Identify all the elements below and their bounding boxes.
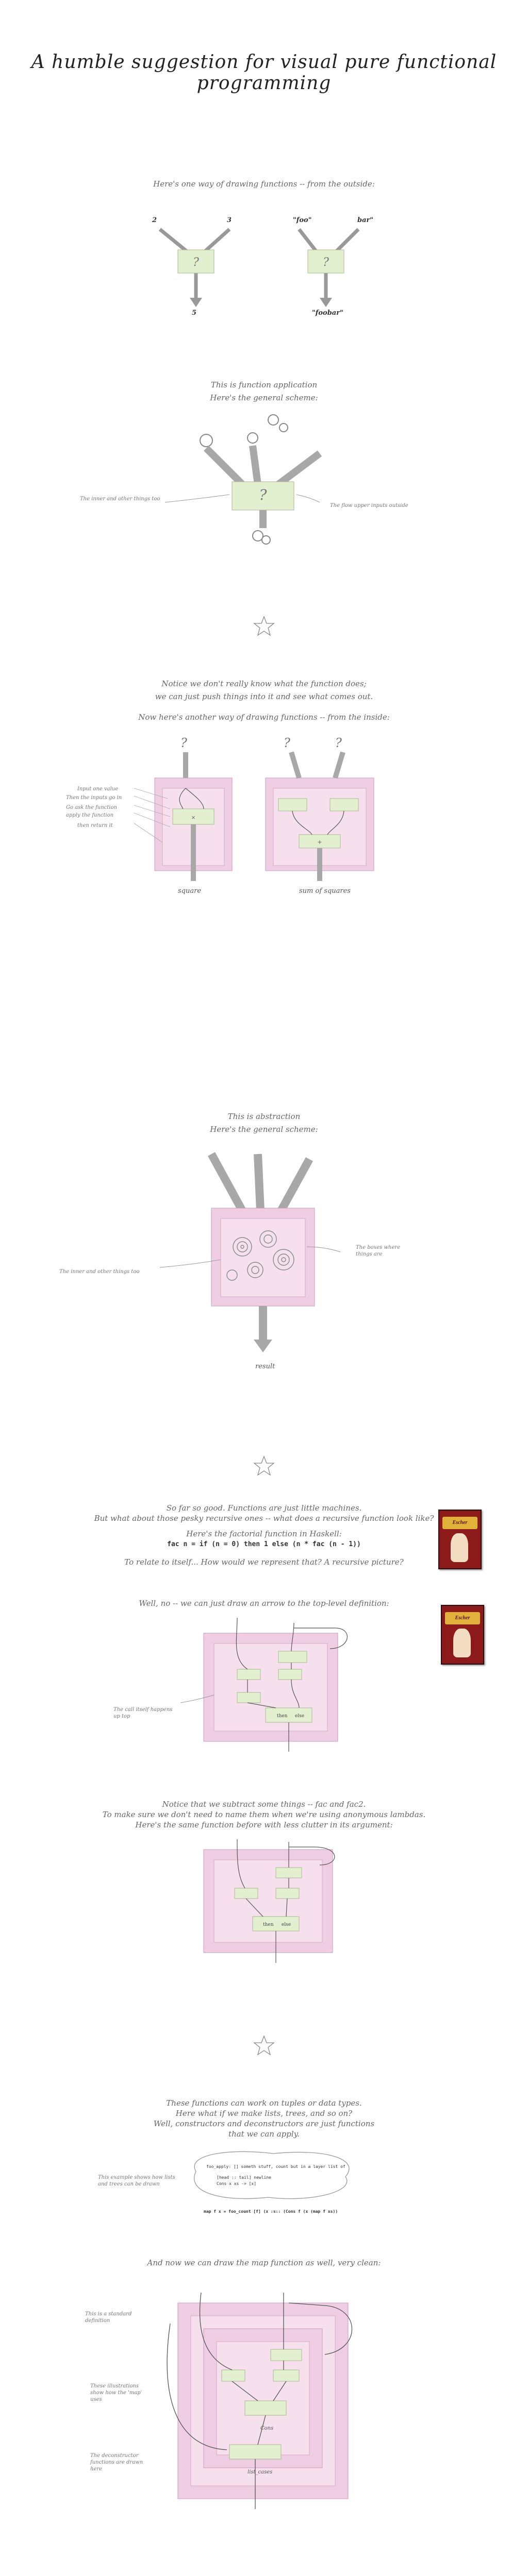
s5-line4: To relate to itself... How would we represent that? A recursive picture? — [124, 1557, 404, 1567]
s6-note-left: This example shows how lists and trees can be drawn — [98, 2175, 175, 2187]
svg-text:?: ? — [284, 736, 290, 750]
svg-text:else: else — [282, 1922, 291, 1927]
svg-text:?: ? — [193, 256, 199, 269]
s6-line4: that we can apply. — [228, 2129, 300, 2139]
s1-left-input-b: 3 — [227, 216, 232, 224]
s3-note-2: Then the inputs go in — [66, 795, 122, 801]
s7-label-list-cases: list_cases — [248, 2469, 273, 2475]
s1-left-output: 5 — [192, 309, 197, 317]
s7-label-cons: Cons — [260, 2426, 274, 2431]
svg-text:else: else — [295, 1714, 305, 1719]
svg-text:?: ? — [180, 736, 187, 750]
s3-output-right: sum of squares — [299, 887, 351, 895]
s3-note-4: apply the function — [66, 812, 114, 818]
svg-text:then: then — [263, 1922, 274, 1927]
s4-abstraction-diagram — [155, 1144, 371, 1370]
s2-note-right: The flow upper inputs outside — [330, 503, 408, 509]
s7-map-diagram-1 — [155, 2293, 371, 2509]
s3-line2: we can just push things into it and see what comes out. — [155, 692, 373, 701]
escher-book-label-1: Escher — [442, 1517, 477, 1529]
s1-right-output: "foobar" — [312, 309, 343, 317]
s4-output: result — [255, 1363, 275, 1370]
s7-note-3: The deconstructor functions are drawn here — [90, 2453, 143, 2472]
s1-right-input-a: "foo" — [293, 216, 312, 224]
s5-line2: But what about those pesky recursive ones -- what does a recursive function look like? — [94, 1514, 434, 1523]
s3-line3: Now here's another way of drawing functions -- from the inside: — [138, 713, 390, 722]
s3-note-5: then return it — [77, 823, 113, 828]
s6-line1: These functions can work on tuples or data types. — [166, 2098, 362, 2108]
s5-line1: So far so good. Functions are just little machines. — [166, 1503, 362, 1513]
s3-inside-diagrams — [88, 732, 438, 896]
s5-factorial-code: fac n = if (n = 0) then 1 else (n * fac (n - 1)) — [167, 1540, 361, 1548]
s5-compact-diagram — [186, 1839, 351, 1963]
s1-intro: Here's one way of drawing functions -- from the outside: — [153, 179, 375, 189]
s5-line8: Here's the same function before with less clutter in its argument: — [135, 1820, 393, 1829]
svg-text:×: × — [191, 815, 196, 821]
s3-note-1: Input one value — [77, 786, 119, 792]
svg-text:?: ? — [323, 256, 329, 269]
s4-line1: This is abstraction — [227, 1112, 301, 1121]
star-divider-3 — [254, 2035, 274, 2056]
escher-book-label-2: Escher — [445, 1612, 480, 1624]
svg-text:?: ? — [335, 736, 342, 750]
star-divider-2 — [254, 1455, 274, 1476]
s4-note-right: The boxes where things are — [356, 1245, 401, 1257]
s6-code-4: map f x = foo_count [f] (x :s:: (Cons f (x (map f xs)) — [204, 2209, 338, 2214]
s4-note-left: The inner and other things too — [59, 1269, 140, 1275]
s3-output-left: square — [178, 887, 202, 895]
s6-code-3: Cons x xs -> [x] — [217, 2181, 257, 2186]
star-divider-1 — [254, 616, 274, 636]
s1-function-boxes — [139, 222, 387, 314]
s6-code-1: foo_apply: [] someth stuff, count but in a layer list of — [206, 2164, 345, 2169]
escher-book-1 — [438, 1510, 482, 1569]
s5-recursive-diagram — [175, 1618, 361, 1752]
s2-application-diagram — [155, 412, 371, 567]
s1-left-input-a: 2 — [152, 216, 157, 224]
s6-code-2: [head :: tail] newline — [217, 2175, 271, 2180]
s7-note-2: These illustrations show how the 'map' uses — [90, 2383, 142, 2402]
s6-line5: And now we can draw the map function as well, very clean: — [147, 2258, 381, 2267]
svg-text:then: then — [277, 1714, 288, 1719]
s6-code-bubble — [191, 2151, 356, 2202]
s6-line3: Well, constructors and deconstructors are just functions — [153, 2119, 375, 2128]
s2-line2: Here's the general scheme: — [210, 393, 318, 402]
page-title: A humble suggestion for visual pure functional programming — [31, 52, 497, 94]
s4-line2: Here's the general scheme: — [210, 1125, 318, 1134]
svg-text:?: ? — [259, 486, 267, 503]
s5-line5: Well, no -- we can just draw an arrow to the top-level definition: — [139, 1599, 389, 1608]
s5-note-left: The call itself happens up top — [113, 1707, 173, 1719]
s5-line3: Here's the factorial function in Haskell: — [186, 1529, 342, 1538]
escher-book-2 — [441, 1605, 484, 1665]
s2-note-left: The inner and other things too — [80, 496, 160, 502]
s5-line7: To make sure we don't need to name them when we're using anonymous lambdas. — [102, 1810, 426, 1819]
s6-line2: Here what if we make lists, trees, and so on? — [175, 2109, 353, 2118]
s1-right-input-b: bar" — [357, 216, 374, 224]
s3-line1: Notice we don't really know what the function does; — [161, 679, 367, 688]
svg-text:+: + — [317, 839, 322, 845]
s3-note-3: Go ask the function — [66, 805, 117, 810]
s7-note-1: This is a standard definition — [85, 2311, 132, 2324]
s5-line6: Notice that we subtract some things -- fac and fac2. — [162, 1800, 366, 1809]
s2-line1: This is function application — [210, 380, 318, 389]
